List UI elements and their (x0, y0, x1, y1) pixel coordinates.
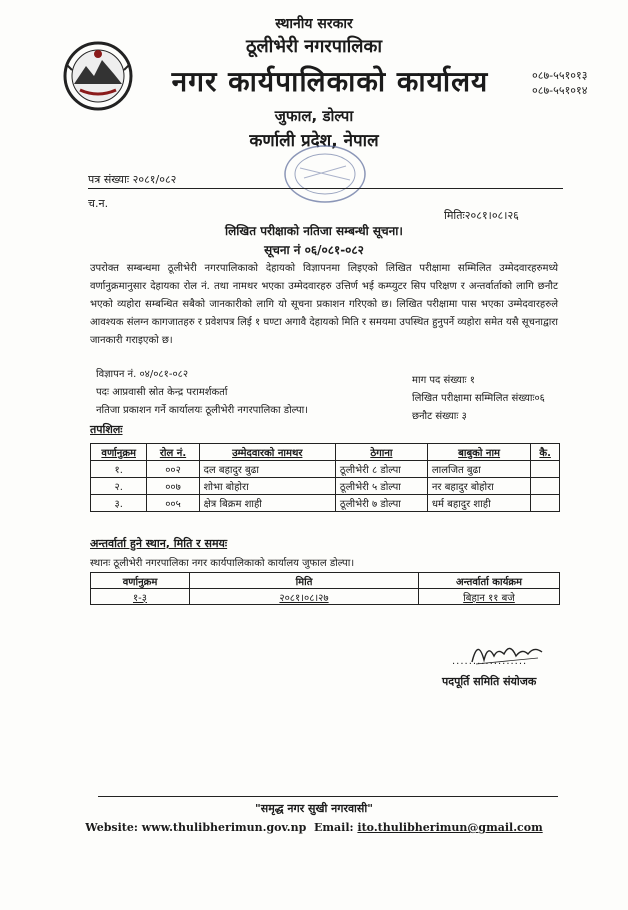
col-father: बाबुको नाम (427, 444, 530, 461)
father-cell: नर बहादुर बोहोरा (427, 478, 530, 495)
name-cell: शोभा बोहोरा (199, 478, 335, 495)
col-remarks: कै. (531, 444, 560, 461)
serial-cell: ३. (91, 495, 147, 512)
interview-time-cell: बिहान ११ बजे (419, 589, 560, 605)
name-cell: क्षेत्र बिक्रम शाही (199, 495, 335, 512)
table-row (91, 461, 560, 478)
province-name: कर्णाली प्रदेश, नेपाल (249, 131, 379, 151)
advert-info (96, 366, 308, 420)
local-government-heading: स्थानीय सरकार (275, 16, 353, 32)
notice-number: सूचना नं ०६/०८१-०८२ (264, 243, 364, 257)
office-stamp-icon (270, 138, 380, 208)
address-cell: ठूलीभेरी ५ डोल्पा (335, 478, 427, 495)
website-label: Website: (85, 821, 138, 834)
name-cell: दल बहादुर बुढा (199, 461, 335, 478)
interview-header-row (91, 573, 560, 589)
col-name: उम्मेदवारको नामथर (199, 444, 335, 461)
remarks-cell (531, 461, 560, 478)
website-link[interactable]: www.thulibherimun.gov.np (141, 821, 307, 834)
serial-cell: २. (91, 478, 147, 495)
interview-heading: अन्तर्वार्ता हुने स्थान, मिति र समयः (90, 537, 228, 550)
col-date: मिति (190, 573, 419, 589)
interview-date-cell: २०८१।०८।२७ (190, 589, 419, 605)
office-address: जुफाल, डोल्पा (274, 107, 354, 125)
letter-number-value: २०८१/०८२ (132, 173, 177, 186)
email-link[interactable]: ito.thulibherimun@gmail.com (357, 821, 543, 834)
father-cell: लालजित बुढा (427, 461, 530, 478)
address-cell: ठूलीभेरी ८ डोल्पा (335, 461, 427, 478)
municipality-name: ठूलीभेरी नगरपालिका (246, 36, 382, 57)
serial-range-cell: १-३ (91, 589, 190, 605)
footer-contact (0, 821, 628, 834)
address-cell: ठूलीभेरी ७ डोल्पा (335, 495, 427, 512)
email-label: Email: (314, 821, 354, 834)
demand-count: माग पद संख्याः १ (412, 375, 475, 386)
interview-table (90, 572, 560, 605)
footer-divider (98, 796, 558, 797)
vacancy-counts (412, 372, 545, 426)
footer-slogan: "समृद्ध नगर सुखी नगरवासी" (255, 802, 373, 815)
notice-date (444, 208, 519, 223)
participant-count: लिखित परीक्षामा सम्मिलित संख्याः०६ (412, 393, 545, 404)
roll-cell: ००७ (147, 478, 199, 495)
col-address: ठेगाना (335, 444, 427, 461)
letter-number (88, 172, 176, 187)
date-label: मितिः (444, 209, 465, 222)
header-divider (88, 188, 563, 189)
table-row (91, 495, 560, 512)
notice-body: उपरोक्त सम्बन्धमा ठूलीभेरी नगरपालिकाको देहायको विज्ञापनमा लिइएको लिखित परीक्षामा सम्मिलित उम्मेदवारहरुमध्ये वर्णानुक्रमानुसार देहायका रोल नं. तथा नामथर भएका उम्मेदवारहरु उत्तिर्ण भई कम्प्युटर सिप परिक्षण र अन्तर्वार्ताको लागि छनौट भएको व्यहोरा सम्बन्धित सबैको जानकारीको लागि यो सूचना प्रकाशन गरिएको छ। लिखित परीक्षामा पास भएका उम्मेदवारहरुले आवश्यक संलग्न कागजातहरु र प्रवेशपत्र लिई १ घण्टा अगावै देहायको मिति र समयमा उपस्थित हुनुपर्ने व्यहोरा समेत यसै सूचनाद्वारा जानकारी गराइएको छ। (90, 263, 558, 346)
details-label: तपशिलः (90, 423, 123, 436)
remarks-cell (531, 495, 560, 512)
col-program: अन्तर्वार्ता कार्यक्रम (419, 573, 560, 589)
table-row (91, 589, 560, 605)
advert-number: विज्ञापन नं. ०४/०८१-०८२ (96, 369, 189, 380)
results-header-row (91, 444, 560, 461)
office-name: नगर कार्यपालिकाको कार्यालय (171, 65, 489, 98)
col-serial: वर्णानुक्रम (91, 573, 190, 589)
advert-post: पदः आप्रवासी स्रोत केन्द्र परामर्शकर्ता (96, 387, 228, 398)
remarks-cell (531, 478, 560, 495)
notice-title: लिखित परीक्षाको नतिजा सम्बन्धी सूचना। (225, 224, 403, 238)
letter-number-label: पत्र संख्याः (88, 173, 130, 186)
signer-title: पदपूर्ति समिति संयोजक (442, 675, 537, 688)
col-serial: वर्णानुक्रम (91, 444, 147, 461)
selected-count: छनौट संख्याः ३ (412, 411, 467, 422)
col-roll: रोल नं. (147, 444, 199, 461)
table-row (91, 478, 560, 495)
signature-line: .................. (452, 656, 528, 667)
dispatch-number-label: च.न. (88, 197, 109, 210)
father-cell: धर्म बहादुर शाही (427, 495, 530, 512)
roll-cell: ००२ (147, 461, 199, 478)
phone-numbers (532, 68, 587, 98)
phone-1: ०८७-५५१०१३ (532, 69, 588, 82)
advert-publisher: नतिजा प्रकाशन गर्ने कार्यालयः ठूलीभेरी नगरपालिका डोल्पा। (96, 405, 309, 416)
roll-cell: ००५ (147, 495, 199, 512)
date-value: २०८१।०८।२६ (464, 209, 519, 222)
interview-place: स्थानः ठूलीभेरी नगरपालिका नगर कार्यपालिकाको कार्यालय जुफाल डोल्पा। (90, 558, 355, 569)
results-table (90, 443, 560, 512)
serial-cell: १. (91, 461, 147, 478)
phone-2: ०८७-५५१०१४ (532, 84, 588, 97)
